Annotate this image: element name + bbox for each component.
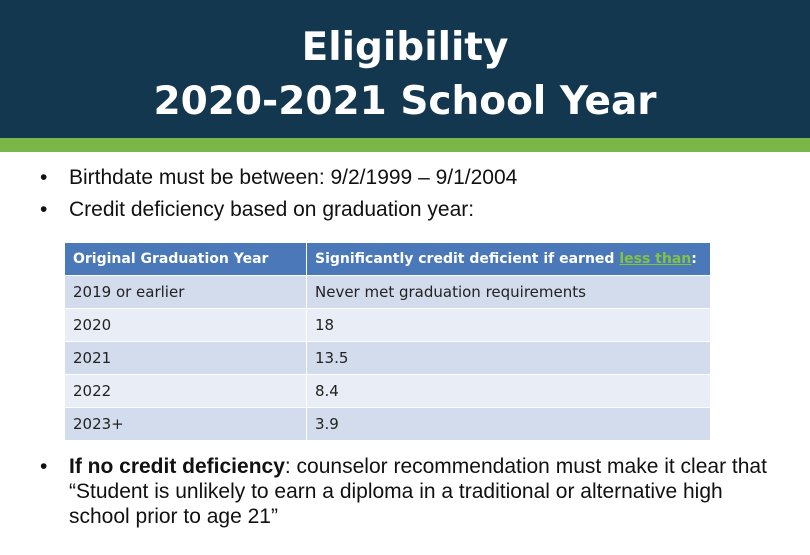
- table-header-row: [65, 243, 711, 276]
- credit-deficiency-table: [65, 243, 711, 441]
- slide-title-line-1: Eligibility: [301, 25, 509, 70]
- cell-credits: 3.9: [307, 408, 711, 441]
- bold-lead: If no credit deficiency: [69, 455, 285, 478]
- column-header-credit-threshold: [307, 243, 711, 276]
- bullet-body: : counselor recommendation must make it clear that “Student is unlikely to earn a diploma in a traditional or alternative high school prior to age 21”: [69, 455, 767, 528]
- cell-credits: 8.4: [307, 375, 711, 408]
- bullet-icon: •: [40, 198, 48, 221]
- title-banner: [0, 0, 810, 138]
- cell-year: 2023+: [65, 408, 307, 441]
- cell-year: 2022: [65, 375, 307, 408]
- bullet-icon: •: [40, 455, 48, 478]
- table-row: [65, 375, 711, 408]
- table-row: [65, 309, 711, 342]
- table-row: [65, 408, 711, 441]
- bullet-text: [69, 454, 779, 529]
- table-row: [65, 342, 711, 375]
- slide-title-line-2: 2020-2021 School Year: [153, 79, 657, 124]
- cell-year: 2020: [65, 309, 307, 342]
- column-header-graduation-year: Original Graduation Year: [65, 243, 307, 276]
- cell-credits: 13.5: [307, 342, 711, 375]
- less-than-highlight: less than: [619, 251, 692, 267]
- cell-year: 2021: [65, 342, 307, 375]
- cell-credits: Never met graduation requirements: [307, 276, 711, 309]
- header-text: Significantly credit deficient if earned: [315, 251, 620, 267]
- header-colon: :: [691, 251, 697, 267]
- accent-divider: [0, 138, 810, 152]
- cell-credits: 18: [307, 309, 711, 342]
- bullet-icon: •: [40, 166, 48, 189]
- cell-year: 2019 or earlier: [65, 276, 307, 309]
- table-row: [65, 276, 711, 309]
- bullet-text: Birthdate must be between: 9/2/1999 – 9/1/2004: [69, 166, 518, 189]
- bullet-text: Credit deficiency based on graduation year:: [69, 198, 475, 221]
